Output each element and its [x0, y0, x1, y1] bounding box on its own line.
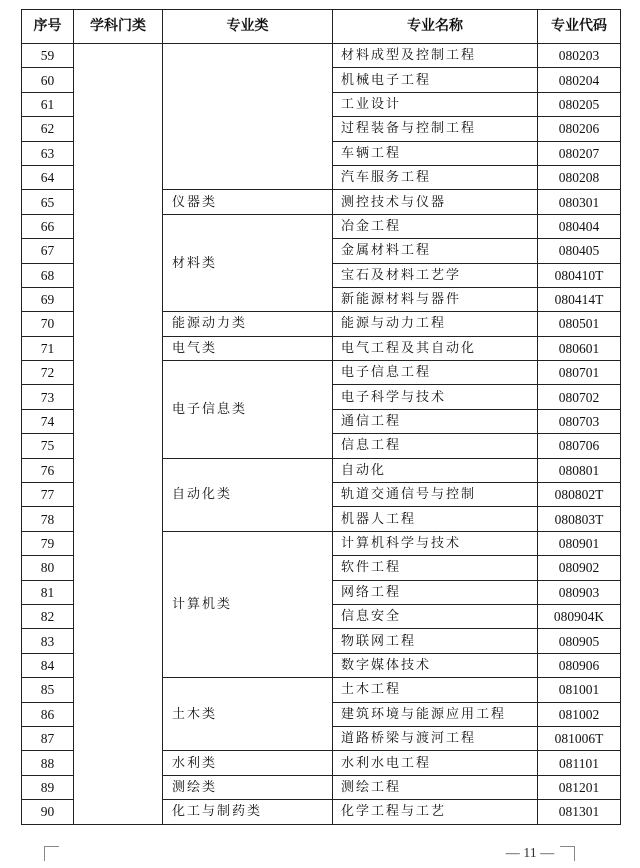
major-name-cell: 自动化: [333, 458, 538, 482]
major-code-cell: 080206: [538, 117, 621, 141]
row-index: 66: [22, 214, 74, 238]
major-class-cell: 水利类: [163, 751, 333, 775]
major-name-cell: 新能源材料与器件: [333, 287, 538, 311]
major-name-cell: 冶金工程: [333, 214, 538, 238]
major-class-cell: 电子信息类: [163, 361, 333, 459]
row-index: 69: [22, 287, 74, 311]
major-name-cell: 水利水电工程: [333, 751, 538, 775]
row-index: 59: [22, 44, 74, 68]
row-index: 68: [22, 263, 74, 287]
major-code-cell: 081101: [538, 751, 621, 775]
row-index: 64: [22, 165, 74, 189]
row-index: 88: [22, 751, 74, 775]
row-index: 78: [22, 507, 74, 531]
major-code-cell: 080405: [538, 239, 621, 263]
header-major-code: 专业代码: [538, 10, 621, 44]
major-code-cell: 081201: [538, 775, 621, 799]
major-code-cell: 081001: [538, 678, 621, 702]
major-name-cell: 测绘工程: [333, 775, 538, 799]
row-index: 72: [22, 361, 74, 385]
major-class-cell: 土木类: [163, 678, 333, 751]
major-code-cell: 080901: [538, 531, 621, 555]
major-code-cell: 080204: [538, 68, 621, 92]
header-index: 序号: [22, 10, 74, 44]
table-body: [22, 44, 621, 825]
major-code-cell: 080803T: [538, 507, 621, 531]
major-code-cell: 080706: [538, 434, 621, 458]
major-code-cell: 080208: [538, 165, 621, 189]
row-index: 84: [22, 653, 74, 677]
major-class-cell: 化工与制药类: [163, 800, 333, 824]
row-index: 60: [22, 68, 74, 92]
row-index: 75: [22, 434, 74, 458]
major-class-cell: 测绘类: [163, 775, 333, 799]
major-code-cell: 080701: [538, 361, 621, 385]
major-name-cell: 物联网工程: [333, 629, 538, 653]
row-index: 61: [22, 92, 74, 116]
major-code-cell: 080501: [538, 312, 621, 336]
major-code-cell: 080414T: [538, 287, 621, 311]
major-name-cell: 软件工程: [333, 556, 538, 580]
major-code-cell: 080902: [538, 556, 621, 580]
discipline-cell: [74, 44, 163, 825]
major-code-cell: 080203: [538, 44, 621, 68]
major-name-cell: 计算机科学与技术: [333, 531, 538, 555]
page-number: — 11 —: [505, 846, 555, 861]
major-name-cell: 道路桥梁与渡河工程: [333, 726, 538, 750]
major-name-cell: 过程装备与控制工程: [333, 117, 538, 141]
major-name-cell: 电子科学与技术: [333, 385, 538, 409]
row-index: 85: [22, 678, 74, 702]
major-name-cell: 电子信息工程: [333, 361, 538, 385]
major-name-cell: 信息工程: [333, 434, 538, 458]
page-corner-mark-left: [44, 846, 59, 861]
header-discipline: 学科门类: [74, 10, 163, 44]
major-code-cell: 080802T: [538, 483, 621, 507]
major-name-cell: 车辆工程: [333, 141, 538, 165]
row-index: 63: [22, 141, 74, 165]
header-major-name: 专业名称: [333, 10, 538, 44]
majors-table: [21, 9, 621, 825]
major-name-cell: 工业设计: [333, 92, 538, 116]
major-name-cell: 汽车服务工程: [333, 165, 538, 189]
major-class-cell: 电气类: [163, 336, 333, 360]
row-index: 79: [22, 531, 74, 555]
header-major-class: 专业类: [163, 10, 333, 44]
major-name-cell: 机器人工程: [333, 507, 538, 531]
major-code-cell: 080207: [538, 141, 621, 165]
major-class-cell: 材料类: [163, 214, 333, 312]
major-code-cell: 080410T: [538, 263, 621, 287]
major-class-cell: 计算机类: [163, 531, 333, 677]
major-code-cell: 080905: [538, 629, 621, 653]
row-index: 86: [22, 702, 74, 726]
major-name-cell: 化学工程与工艺: [333, 800, 538, 824]
major-name-cell: 机械电子工程: [333, 68, 538, 92]
major-code-cell: 080205: [538, 92, 621, 116]
major-name-cell: 信息安全: [333, 604, 538, 628]
major-class-cell: [163, 44, 333, 190]
major-name-cell: 宝石及材料工艺学: [333, 263, 538, 287]
major-code-cell: 080904K: [538, 604, 621, 628]
row-index: 87: [22, 726, 74, 750]
page-corner-mark-right: [560, 846, 575, 861]
table-row: [22, 44, 621, 68]
major-code-cell: 080404: [538, 214, 621, 238]
major-name-cell: 电气工程及其自动化: [333, 336, 538, 360]
major-code-cell: 080301: [538, 190, 621, 214]
major-name-cell: 测控技术与仪器: [333, 190, 538, 214]
major-name-cell: 轨道交通信号与控制: [333, 483, 538, 507]
major-class-cell: 自动化类: [163, 458, 333, 531]
major-code-cell: 081006T: [538, 726, 621, 750]
row-index: 90: [22, 800, 74, 824]
major-code-cell: 080906: [538, 653, 621, 677]
row-index: 65: [22, 190, 74, 214]
row-index: 73: [22, 385, 74, 409]
major-code-cell: 080702: [538, 385, 621, 409]
major-class-cell: 仪器类: [163, 190, 333, 214]
row-index: 67: [22, 239, 74, 263]
row-index: 74: [22, 409, 74, 433]
row-index: 89: [22, 775, 74, 799]
row-index: 77: [22, 483, 74, 507]
row-index: 71: [22, 336, 74, 360]
major-code-cell: 081301: [538, 800, 621, 824]
major-code-cell: 080703: [538, 409, 621, 433]
major-code-cell: 081002: [538, 702, 621, 726]
row-index: 83: [22, 629, 74, 653]
major-name-cell: 数字媒体技术: [333, 653, 538, 677]
major-name-cell: 通信工程: [333, 409, 538, 433]
major-code-cell: 080601: [538, 336, 621, 360]
row-index: 80: [22, 556, 74, 580]
row-index: 82: [22, 604, 74, 628]
major-name-cell: 土木工程: [333, 678, 538, 702]
major-code-cell: 080903: [538, 580, 621, 604]
major-name-cell: 能源与动力工程: [333, 312, 538, 336]
row-index: 76: [22, 458, 74, 482]
row-index: 62: [22, 117, 74, 141]
header-row: [22, 10, 621, 44]
row-index: 81: [22, 580, 74, 604]
major-code-cell: 080801: [538, 458, 621, 482]
major-name-cell: 建筑环境与能源应用工程: [333, 702, 538, 726]
major-name-cell: 网络工程: [333, 580, 538, 604]
major-class-cell: 能源动力类: [163, 312, 333, 336]
major-name-cell: 材料成型及控制工程: [333, 44, 538, 68]
row-index: 70: [22, 312, 74, 336]
major-name-cell: 金属材料工程: [333, 239, 538, 263]
